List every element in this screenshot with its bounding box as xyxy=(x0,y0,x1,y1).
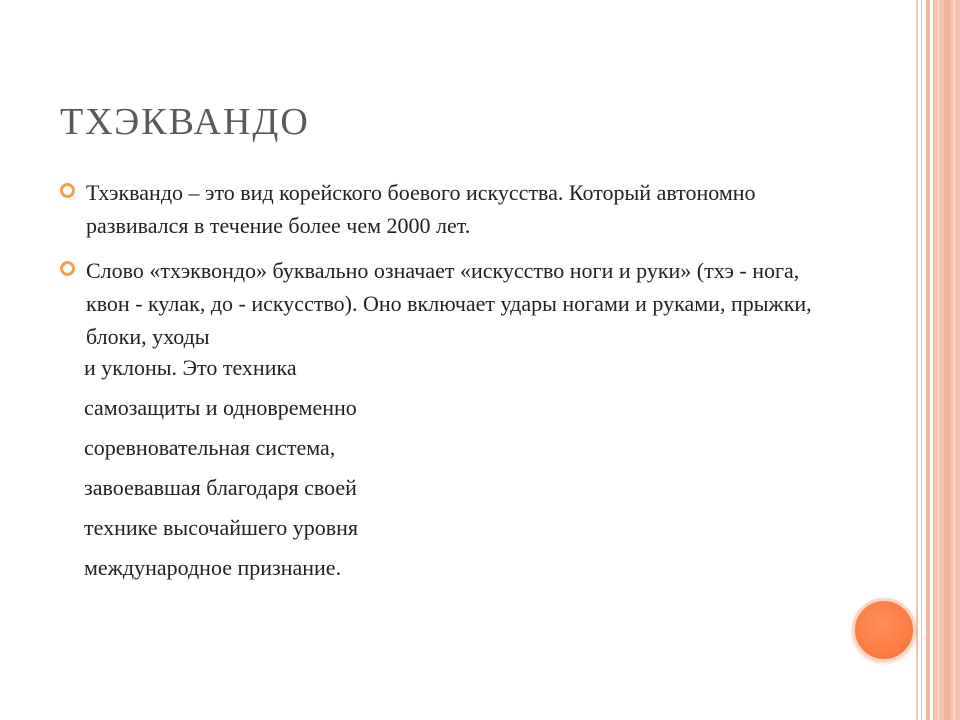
border-stripe xyxy=(937,0,939,720)
continuation-line: самозащиты и одновременно xyxy=(84,395,357,420)
continuation-line: международное признание. xyxy=(84,555,342,580)
decorative-circle-icon xyxy=(852,598,916,662)
border-stripe xyxy=(926,0,930,720)
bullet-item xyxy=(60,254,840,353)
continuation-line: технике высочайшего уровня xyxy=(84,515,358,540)
border-stripe xyxy=(944,0,950,720)
bullet-list xyxy=(60,176,840,365)
bullet-item xyxy=(60,176,840,242)
continuation-lines xyxy=(84,348,358,588)
bullet-ring-icon xyxy=(60,183,75,198)
border-stripe xyxy=(921,0,922,720)
bullet-text: Тхэквандо – это вид корейского боевого искусства. Который автономно развивался в течение более чем 2000 лет. xyxy=(86,180,756,238)
bullet-text: Слово «тхэквондо» буквально означает «искусство ноги и руки» (тхэ - нога, квон - кулак, до - искусство). Оно включает удары ногами и руками, прыжки, блоки, уходы xyxy=(86,258,812,349)
slide-title: ТХЭКВАНДО xyxy=(60,101,310,143)
border-stripe xyxy=(916,0,918,720)
continuation-line: завоевавшая благодаря своей xyxy=(84,475,357,500)
bullet-ring-icon xyxy=(60,261,75,276)
continuation-line: и уклоны. Это техника xyxy=(84,355,297,380)
border-stripe xyxy=(953,0,955,720)
continuation-line: соревновательная система, xyxy=(84,435,336,460)
